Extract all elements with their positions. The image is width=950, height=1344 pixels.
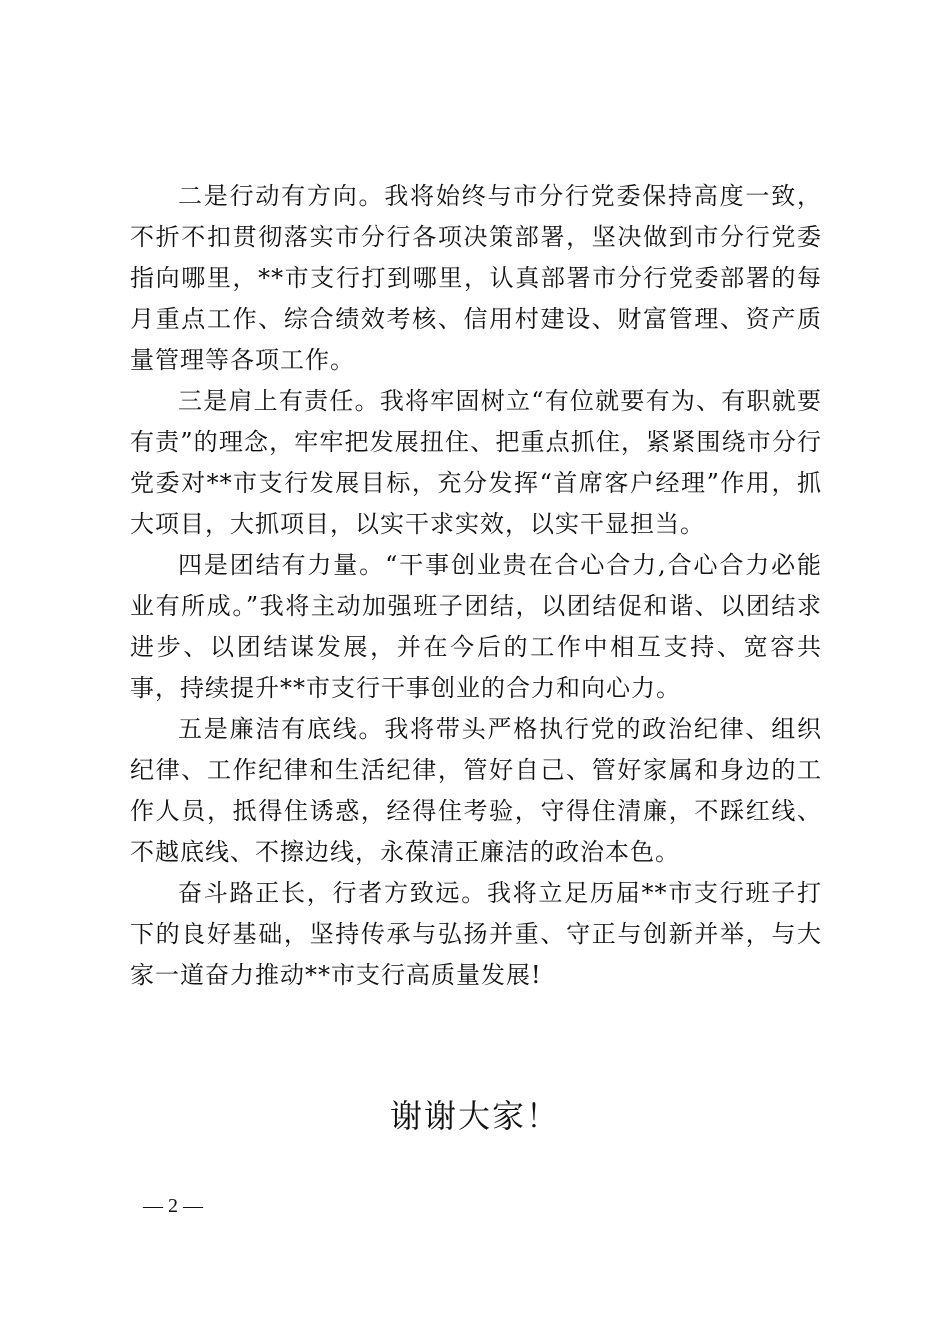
paragraph-integrity: 五是廉洁有底线。我将带头严格执行党的政治纪律、组织纪律、工作纪律和生活纪律，管好自己、管好家属和身边的工作人员，抵得住诱惑，经得住考验，守得住清廉，不踩红线、不越底线、不擦边线，永葆清正廉洁的政治本色。 xyxy=(130,715,822,866)
closing-thanks: 谢谢大家！ xyxy=(389,1097,560,1135)
paragraph-unity: 四是团结有力量。“干事创业贵在合心合力,合心合力必能业有所成。”我将主动加强班子团结，以团结促和谐、以团结求进步、以团结谋发展，并在今后的工作中相互支持、宽容共事，持续提升**市支行干事创业的合力和向心力。 xyxy=(130,551,822,702)
document-body xyxy=(130,176,822,996)
page-number: — 2 — xyxy=(143,1195,203,1217)
paragraph-responsibility: 三是肩上有责任。我将牢固树立“有位就要有为、有职就要有责”的理念，牢牢把发展扭住、把重点抓住，紧紧围绕市分行党委对**市支行发展目标，充分发挥“首席客户经理”作用，抓大项目，大抓项目，以实干求实效，以实干显担当。 xyxy=(130,387,822,538)
paragraph-conclusion: 奋斗路正长，行者方致远。我将立足历届**市支行班子打下的良好基础，坚持传承与弘扬并重、守正与创新并举，与大家一道奋力推动**市支行高质量发展! xyxy=(130,879,822,989)
paragraph-direction: 二是行动有方向。我将始终与市分行党委保持高度一致，不折不扣贯彻落实市分行各项决策部署，坚决做到市分行党委指向哪里，**市支行打到哪里，认真部署市分行党委部署的每月重点工作、综合绩效考核、信用村建设、财富管理、资产质量管理等各项工作。 xyxy=(130,182,822,374)
